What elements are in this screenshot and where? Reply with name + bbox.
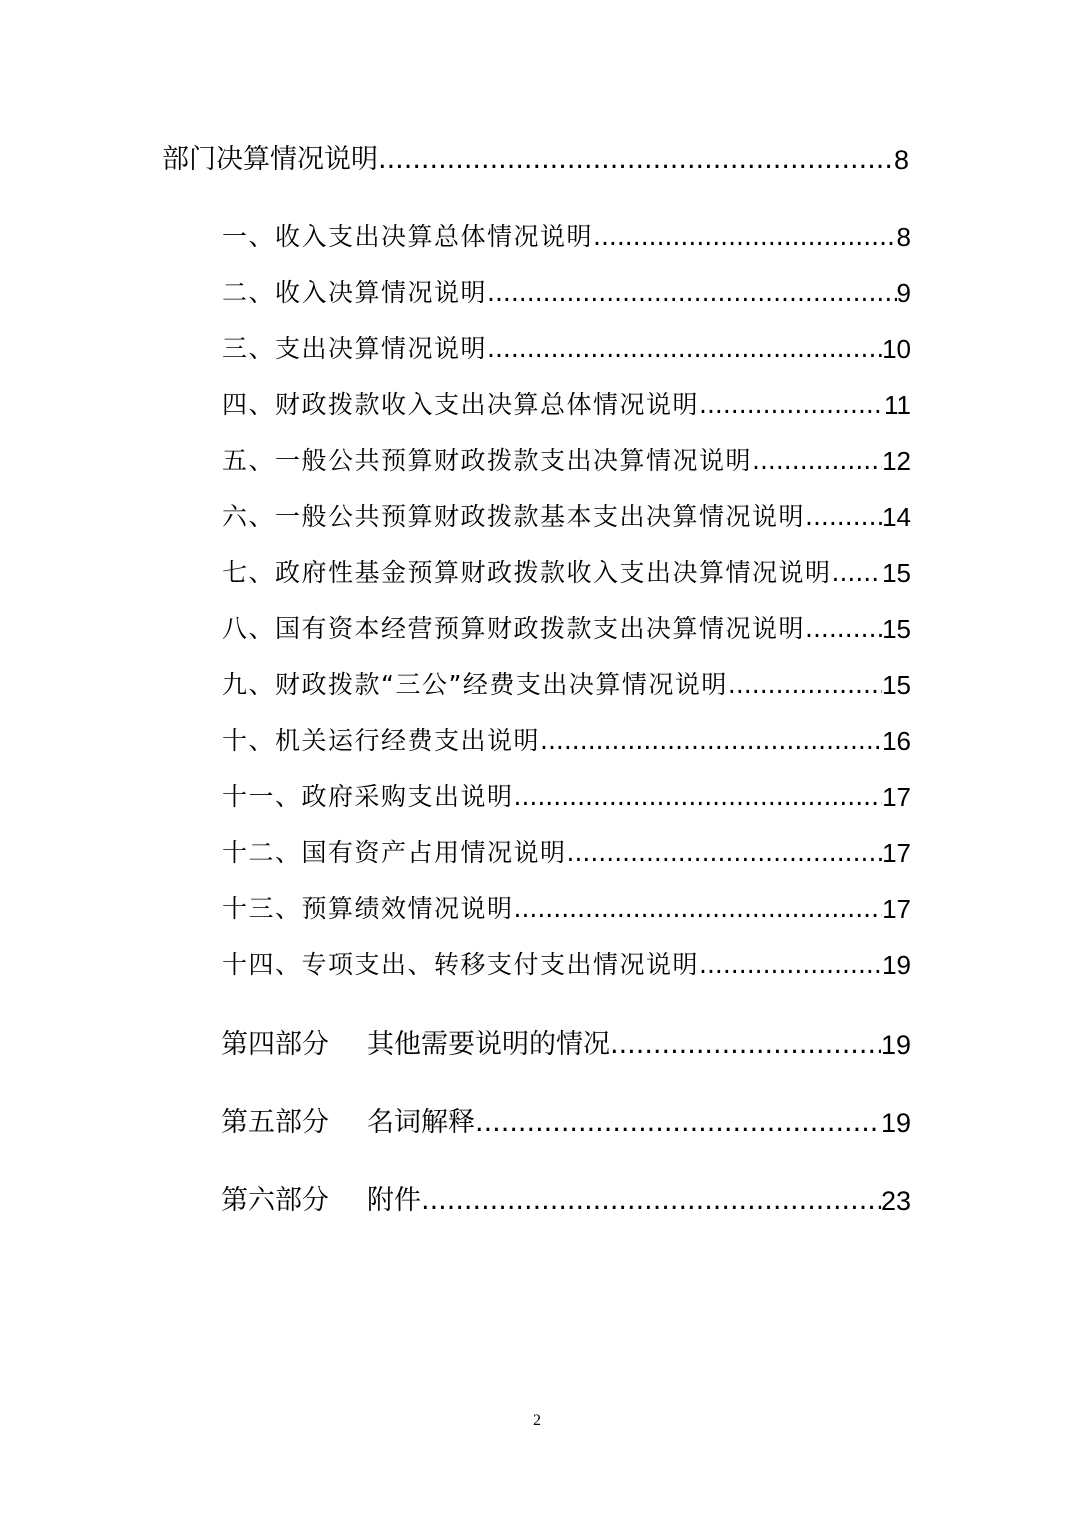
toc-entry-title: 二、收入决算情况说明 — [222, 278, 488, 307]
toc-leader-dots — [805, 611, 882, 647]
toc-leader-dots — [514, 779, 883, 815]
toc-entry-title: 十三、预算绩效情况说明 — [222, 894, 514, 923]
toc-part-label: 第四部分 — [221, 1029, 329, 1060]
toc-entry-section-13[interactable] — [222, 891, 911, 927]
toc-entry-page: 16 — [882, 726, 911, 756]
toc-entry-page: 12 — [882, 446, 911, 476]
toc-leader-dots — [805, 499, 882, 535]
toc-leader-dots — [540, 723, 882, 759]
page-number: 2 — [533, 1412, 541, 1429]
toc-entry-title: 十四、专项支出、转移支付支出情况说明 — [222, 950, 700, 979]
toc-part-page: 19 — [880, 1030, 911, 1060]
toc-entry-page: 17 — [882, 894, 911, 924]
toc-entry-title: 四、财政拨款收入支出决算总体情况说明 — [222, 390, 700, 419]
toc-entry-section-8[interactable] — [222, 611, 911, 647]
toc-leader-dots — [487, 275, 897, 311]
toc-entry-page: 9 — [896, 278, 911, 308]
toc-leader-dots — [728, 667, 882, 703]
toc-entry-title: 十二、国有资产占用情况说明 — [222, 838, 567, 867]
toc-entry-page: 17 — [882, 838, 911, 868]
toc-leader-dots — [699, 387, 884, 423]
toc-part-title: 其他需要说明的情况 — [367, 1029, 610, 1060]
toc-entry-title: 八、国有资本经营预算财政拨款支出决算情况说明 — [222, 614, 806, 643]
toc-entry-section-14[interactable] — [222, 947, 911, 983]
toc-entry-title: 十一、政府采购支出说明 — [222, 782, 514, 811]
toc-entry-section-1[interactable] — [222, 219, 911, 255]
toc-leader-dots — [487, 331, 882, 367]
toc-part-label: 第五部分 — [221, 1107, 329, 1138]
toc-entry-page: 19 — [882, 950, 911, 980]
toc-leader-dots — [610, 1027, 881, 1063]
toc-heading-title: 部门决算情况说明 — [162, 144, 378, 175]
toc-entry-section-10[interactable] — [222, 723, 911, 759]
toc-part-page: 23 — [880, 1186, 911, 1216]
toc-entry-title: 三、支出决算情况说明 — [222, 334, 488, 363]
toc-part-title: 名词解释 — [367, 1107, 475, 1138]
toc-entry-title: 六、一般公共预算财政拨款基本支出决算情况说明 — [222, 502, 806, 531]
toc-leader-dots — [421, 1183, 881, 1219]
toc-entry-section-7[interactable] — [222, 555, 911, 591]
toc-leader-dots — [567, 835, 883, 871]
toc-entry-section-6[interactable] — [222, 499, 911, 535]
toc-part-heading — [221, 1027, 610, 1063]
toc-entry-page: 10 — [882, 334, 911, 364]
toc-leader-dots — [752, 443, 882, 479]
toc-entry-title: 五、一般公共预算财政拨款支出决算情况说明 — [222, 446, 753, 475]
toc-leader-dots — [475, 1105, 881, 1141]
toc-heading-entry[interactable] — [162, 142, 909, 178]
toc-entry-part-4[interactable] — [221, 1027, 911, 1063]
toc-leader-dots — [378, 142, 894, 178]
toc-entry-section-4[interactable] — [222, 387, 911, 423]
toc-part-page: 19 — [880, 1108, 911, 1138]
toc-entry-part-6[interactable] — [221, 1183, 911, 1219]
toc-entry-title: 九、财政拨款“三公”经费支出决算情况说明 — [222, 670, 728, 699]
toc-entry-page: 8 — [896, 222, 911, 252]
toc-leader-dots — [832, 555, 883, 591]
toc-entry-title: 一、收入支出决算总体情况说明 — [222, 222, 594, 251]
toc-entry-page: 15 — [882, 670, 911, 700]
toc-entry-page: 15 — [882, 558, 911, 588]
toc-entry-section-11[interactable] — [222, 779, 911, 815]
toc-part-label: 第六部分 — [221, 1185, 329, 1216]
toc-leader-dots — [593, 219, 897, 255]
toc-leader-dots — [514, 891, 883, 927]
toc-part-title: 附件 — [367, 1185, 421, 1216]
toc-entry-section-9[interactable] — [222, 667, 911, 703]
toc-part-heading — [221, 1183, 421, 1219]
toc-entry-section-12[interactable] — [222, 835, 911, 871]
toc-heading-page: 8 — [893, 145, 909, 175]
toc-entry-page: 17 — [882, 782, 911, 812]
toc-leader-dots — [699, 947, 882, 983]
toc-entry-section-5[interactable] — [222, 443, 911, 479]
toc-entry-page: 15 — [882, 614, 911, 644]
toc-entry-section-3[interactable] — [222, 331, 911, 367]
toc-entry-page: 14 — [882, 502, 911, 532]
toc-entry-part-5[interactable] — [221, 1105, 911, 1141]
toc-entry-section-2[interactable] — [222, 275, 911, 311]
toc-entry-page: 11 — [884, 390, 911, 420]
toc-entry-title: 十、机关运行经费支出说明 — [222, 726, 541, 755]
toc-entry-title: 七、政府性基金预算财政拨款收入支出决算情况说明 — [222, 558, 832, 587]
toc-part-heading — [221, 1105, 475, 1141]
